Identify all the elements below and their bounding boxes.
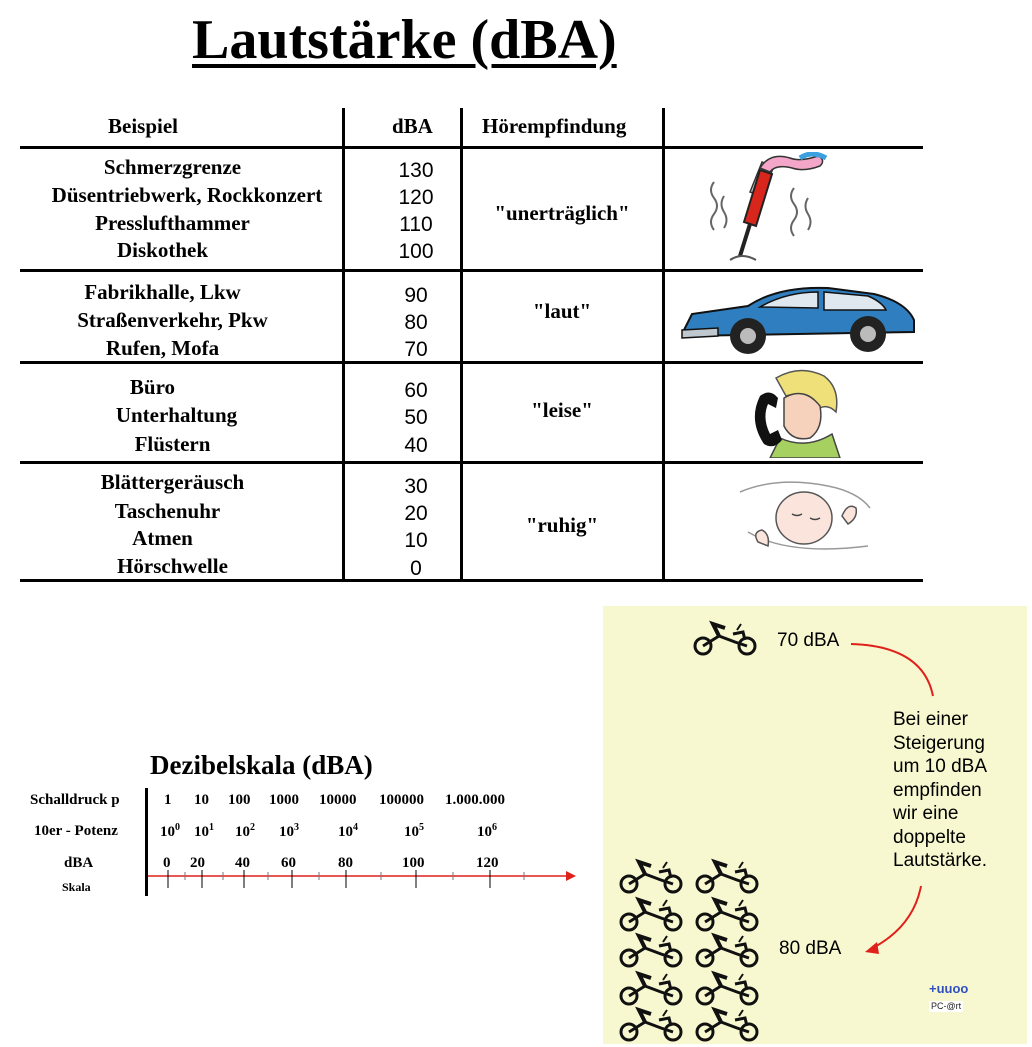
table-column-rule [662,108,665,582]
dba-value: 50 [404,406,428,429]
example-label: Unterhaltung [115,403,238,427]
dba-value: 80 [404,311,428,334]
dba-value: 120 [398,186,434,209]
example-label: Taschenuhr [114,499,221,523]
table-rule [20,361,923,364]
dba-value: 10 [404,529,428,552]
moped-icon [621,900,681,930]
label-70-dba: 70 dBA [777,630,840,651]
example-label: Blättergeräusch [100,470,245,494]
moped-icon [697,862,757,892]
scale-dba-value: 80 [338,855,353,871]
moped-icon [621,1010,681,1040]
scale-dba-value: 0 [163,855,171,871]
example-label: Presslufthammer [95,211,250,235]
table-column-rule [460,108,463,582]
moped-icon [695,624,755,654]
perception-label: "laut" [532,299,592,323]
dba-value: 70 [404,338,428,361]
scale-dba-value: 100 [402,855,425,871]
header-example: Beispiel [108,114,179,138]
dba-value: 100 [398,240,434,263]
power-value: $10^3$ [279,822,299,840]
example-label: Flüstern [134,432,211,456]
moped-icon [697,900,757,930]
header-perception: Hörempfindung [482,114,627,138]
example-label: Diskothek [116,238,209,262]
pressure-value: 1000 [269,792,299,808]
example-label: Atmen [132,526,193,550]
pressure-value: 10 [194,792,209,808]
perception-label: "unerträglich" [494,201,630,225]
dba-value: 130 [398,159,434,182]
example-label: Büro [129,375,176,399]
jackhammer-icon [700,152,840,264]
scale-row-scale-label: Skala [62,880,91,894]
table-rule [20,269,923,272]
pc-art-logo: +uuoo PC-@rt [929,981,969,1011]
scale-dba-value: 20 [190,855,205,871]
sleeping-baby-icon [738,472,872,568]
telephone-woman-icon [740,368,844,458]
scale-dba-value: 120 [476,855,499,871]
moped-icon [697,974,757,1004]
scale-row-power-label: 10er - Potenz [34,823,118,839]
scale-row-pressure-label: Schalldruck p [30,792,120,808]
power-value: $10^2$ [235,822,255,840]
scale-dba-value: 40 [235,855,250,871]
example-label: Schmerzgrenze [103,155,242,179]
power-value: $10^0$ [160,822,180,840]
power-value: $10^1$ [194,822,214,840]
label-80-dba: 80 dBA [779,938,842,959]
power-value: $10^6$ [477,822,497,840]
perception-label: "leise" [531,398,593,422]
table-rule [20,579,923,582]
doubling-illustration-panel [603,606,1027,1044]
dba-value: 30 [404,475,428,498]
table-rule [20,461,923,464]
pressure-value: 100 [228,792,251,808]
scale-row-dba-label: dBA [64,855,94,871]
example-label: Straßenverkehr, Pkw [77,308,268,332]
dba-value: 0 [410,557,422,580]
scale-dba-value: 60 [281,855,296,871]
dba-value: 20 [404,502,428,525]
moped-icon [697,936,757,966]
car-icon [678,280,918,360]
pressure-value: 1.000.000 [445,792,505,808]
moped-icon [621,936,681,966]
dba-value: 110 [399,213,433,236]
doubling-explanation: Bei einer Steigerung um 10 dBA empfinden wir eine doppelte Lautstärke. [893,709,987,871]
dba-value: 40 [404,434,428,457]
page-title: Lautstärke (dBA) [192,9,617,71]
power-value: $10^4$ [338,822,358,840]
header-dba: dBA [392,114,433,138]
scale-title: Dezibelskala (dBA) [150,750,373,780]
moped-icon [621,862,681,892]
moped-icon [697,1010,757,1040]
dba-value: 60 [404,379,428,402]
perception-label: "ruhig" [525,513,599,537]
example-label: Rufen, Mofa [105,336,220,360]
scale-axis [148,868,578,894]
dba-value: 90 [404,284,428,307]
pressure-value: 1 [164,792,172,808]
table-column-rule [342,108,345,582]
example-label: Fabrikhalle, Lkw [84,280,241,304]
moped-icon [621,974,681,1004]
example-label: Hörschwelle [117,554,228,578]
pressure-value: 10000 [319,792,357,808]
power-value: $10^5$ [404,822,424,840]
pressure-value: 100000 [379,792,424,808]
table-rule [20,146,923,149]
example-label: Düsentriebwerk, Rockkonzert [51,183,323,207]
